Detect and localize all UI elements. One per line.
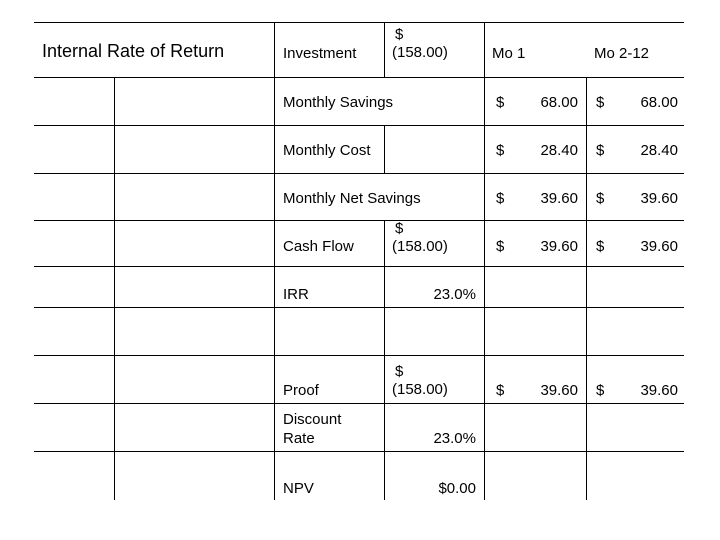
grid-vline-a <box>114 77 115 500</box>
proof-label: Proof <box>283 382 319 399</box>
monthly-cost-mo1-currency: $ <box>496 142 505 159</box>
proof-mo2-value: 39.60 <box>640 382 678 399</box>
cash-flow-value: (158.00) <box>392 238 448 255</box>
monthly-net-savings-mo2-value: 39.60 <box>640 190 678 207</box>
monthly-cost-mo2-value: 28.40 <box>640 142 678 159</box>
monthly-cost-mo1-value: 28.40 <box>540 142 578 159</box>
grid-vline-c2 <box>384 125 385 173</box>
grid-vline-e <box>586 77 587 500</box>
cash-flow-mo2-value: 39.60 <box>640 238 678 255</box>
column-header-mo2-12: Mo 2-12 <box>594 45 650 62</box>
monthly-net-savings-label: Monthly Net Savings <box>283 190 421 207</box>
irr-label: IRR <box>283 286 309 303</box>
grid-vline-c3 <box>384 220 385 500</box>
discount-rate-label-line2: Rate <box>283 430 315 447</box>
cash-flow-mo2-currency: $ <box>596 238 605 255</box>
monthly-net-savings-mo2-currency: $ <box>596 190 605 207</box>
grid-vline-b <box>274 22 275 500</box>
npv-label: NPV <box>283 480 314 497</box>
proof-value: (158.00) <box>392 381 448 398</box>
grid-hline-top <box>34 22 684 23</box>
monthly-savings-mo2-currency: $ <box>596 94 605 111</box>
monthly-savings-mo2-value: 68.00 <box>640 94 678 111</box>
monthly-cost-mo2-currency: $ <box>596 142 605 159</box>
proof-mo2-currency: $ <box>596 382 605 399</box>
proof-mo1-currency: $ <box>496 382 505 399</box>
cash-flow-currency: $ <box>395 220 404 237</box>
cash-flow-mo1-currency: $ <box>496 238 505 255</box>
investment-value: (158.00) <box>392 44 448 61</box>
cash-flow-mo1-value: 39.60 <box>540 238 578 255</box>
discount-rate-label-line1: Discount <box>283 411 342 428</box>
column-header-mo1: Mo 1 <box>492 45 526 62</box>
investment-currency: $ <box>395 26 404 43</box>
proof-currency: $ <box>395 363 404 380</box>
monthly-net-savings-mo1-value: 39.60 <box>540 190 578 207</box>
grid-vline-c <box>384 22 385 77</box>
irr-value: 23.0% <box>433 286 476 303</box>
monthly-savings-mo1-value: 68.00 <box>540 94 578 111</box>
monthly-net-savings-mo1-currency: $ <box>496 190 505 207</box>
discount-rate-value: 23.0% <box>433 430 476 447</box>
investment-label: Investment <box>283 45 357 62</box>
monthly-cost-label: Monthly Cost <box>283 142 371 159</box>
grid-vline-d <box>484 22 485 500</box>
sheet-title: Internal Rate of Return <box>42 41 225 61</box>
cash-flow-label: Cash Flow <box>283 238 354 255</box>
monthly-savings-mo1-currency: $ <box>496 94 505 111</box>
npv-value: $0.00 <box>438 480 476 497</box>
monthly-savings-label: Monthly Savings <box>283 94 394 111</box>
proof-mo1-value: 39.60 <box>540 382 578 399</box>
